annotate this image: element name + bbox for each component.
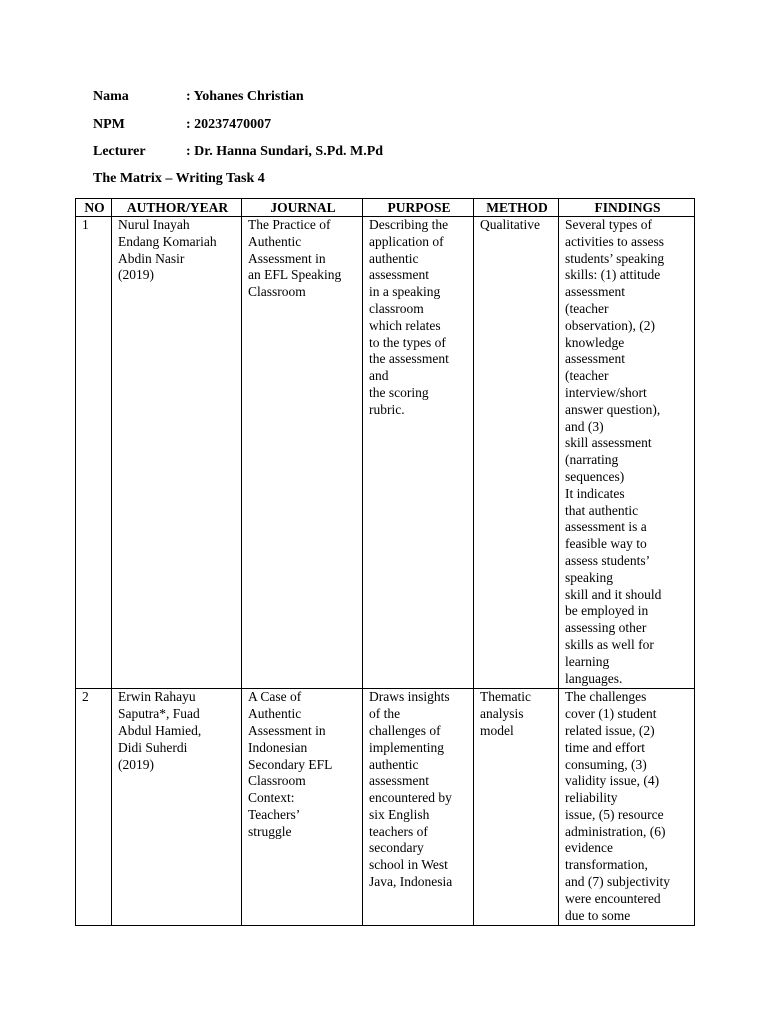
cell-journal-line: an EFL Speaking	[248, 267, 342, 283]
cell-findings-line: learning	[565, 653, 610, 669]
document-title: The Matrix – Writing Task 4	[93, 171, 265, 186]
npm-value: : 20237470007	[186, 117, 272, 132]
cell-findings-line: related issue, (2)	[565, 722, 655, 738]
cell-author-year	[112, 689, 242, 926]
cell-findings-line: (teacher	[565, 368, 609, 384]
cell-purpose-line: Draws insights	[369, 689, 450, 705]
cell-findings-line: skill and it should	[565, 586, 662, 602]
cell-findings-line: issue, (5) resource	[565, 806, 664, 822]
cell-journal-line: Authentic	[248, 233, 302, 249]
table-header-row	[76, 199, 695, 217]
cell-journal-line: Classroom	[248, 284, 306, 300]
cell-findings-line: skill assessment	[565, 435, 652, 451]
cell-findings-line: reliability	[565, 790, 618, 806]
cell-purpose-line: Describing the	[369, 217, 449, 232]
cell-findings-line: skills as well for	[565, 636, 654, 652]
cell-findings-line: and (3)	[565, 418, 604, 434]
cell-purpose-line: Java, Indonesia	[369, 874, 453, 890]
cell-findings-line: (teacher	[565, 300, 609, 316]
cell-findings-line: transformation,	[565, 857, 648, 873]
cell-author-year-line: Saputra*, Fuad	[118, 706, 200, 722]
cell-findings-line: answer question),	[565, 401, 661, 417]
cell-purpose-line: the assessment	[369, 351, 449, 367]
cell-method-line: Qualitative	[480, 217, 540, 232]
cell-author-year-line: Abdin Nasir	[118, 250, 185, 266]
cell-findings-line: observation), (2)	[565, 317, 655, 333]
table-row	[76, 217, 695, 689]
cell-findings-line: The challenges	[565, 689, 647, 705]
cell-method-line: analysis	[480, 706, 524, 722]
cell-purpose	[363, 689, 474, 926]
cell-purpose-line: secondary	[369, 840, 424, 856]
header-findings: FINDINGS	[559, 199, 695, 217]
cell-purpose-line: authentic	[369, 756, 419, 772]
cell-method	[474, 217, 559, 689]
name-value: : Yohanes Christian	[186, 89, 304, 104]
cell-purpose-line: and	[369, 368, 389, 384]
matrix-table	[75, 198, 695, 926]
cell-purpose-line: assessment	[369, 773, 429, 789]
cell-purpose	[363, 217, 474, 689]
cell-author-year-line: (2019)	[118, 756, 154, 772]
cell-journal-line: Assessment in	[248, 250, 326, 266]
cell-purpose-line: implementing	[369, 739, 444, 755]
header-author-year: AUTHOR/YEAR	[112, 199, 242, 217]
lecturer-value: : Dr. Hanna Sundari, S.Pd. M.Pd	[186, 144, 384, 159]
cell-findings-line: interview/short	[565, 384, 647, 400]
cell-journal-line: A Case of	[248, 689, 302, 705]
cell-findings	[559, 217, 695, 689]
cell-findings-line: languages.	[565, 670, 623, 686]
name-label: Nama	[93, 89, 129, 104]
table-row	[76, 689, 695, 926]
cell-findings-line: consuming, (3)	[565, 756, 647, 772]
cell-author-year-line: Didi Suherdi	[118, 739, 188, 755]
cell-findings	[559, 689, 695, 926]
npm-label: NPM	[93, 117, 125, 132]
cell-journal	[242, 689, 363, 926]
cell-no: 1	[76, 217, 112, 689]
cell-purpose-line: teachers of	[369, 823, 428, 839]
cell-findings-line: cover (1) student	[565, 706, 657, 722]
cell-findings-line: evidence	[565, 840, 613, 856]
cell-purpose-line: which relates	[369, 317, 441, 333]
cell-journal-line: Teachers’	[248, 806, 301, 822]
cell-findings-line: assessment	[565, 351, 625, 367]
header-purpose: PURPOSE	[363, 199, 474, 217]
cell-purpose-line: challenges of	[369, 722, 441, 738]
cell-purpose-line: to the types of	[369, 334, 446, 350]
cell-findings-line: assessment	[565, 284, 625, 300]
cell-journal-line: Secondary EFL	[248, 756, 333, 772]
cell-findings-line: administration, (6)	[565, 823, 666, 839]
cell-findings-line: knowledge	[565, 334, 625, 350]
cell-purpose-line: encountered by	[369, 790, 452, 806]
cell-purpose-line: authentic	[369, 250, 419, 266]
cell-findings-line: Several types of	[565, 217, 652, 232]
student-name-row	[93, 89, 304, 105]
cell-purpose-line: assessment	[369, 267, 429, 283]
cell-findings-line: time and effort	[565, 739, 645, 755]
cell-author-year	[112, 217, 242, 689]
cell-findings-line: activities to assess	[565, 233, 664, 249]
header-method: METHOD	[474, 199, 559, 217]
cell-findings-line: due to some	[565, 907, 631, 923]
cell-purpose-line: of the	[369, 706, 401, 722]
cell-findings-line: students’ speaking	[565, 250, 665, 266]
cell-journal-line: The Practice of	[248, 217, 331, 232]
cell-author-year-line: (2019)	[118, 267, 154, 283]
cell-purpose-line: application of	[369, 233, 444, 249]
cell-purpose-line: in a speaking	[369, 284, 441, 300]
cell-findings-line: that authentic	[565, 502, 639, 518]
cell-purpose-line: six English	[369, 806, 430, 822]
header-journal: JOURNAL	[242, 199, 363, 217]
cell-findings-line: speaking	[565, 569, 613, 585]
cell-findings-line: (narrating	[565, 452, 619, 468]
cell-journal-line: Indonesian	[248, 739, 308, 755]
cell-purpose-line: school in West	[369, 857, 448, 873]
cell-method-line: Thematic	[480, 689, 531, 705]
cell-findings-line: feasible way to	[565, 536, 647, 552]
cell-author-year-line: Abdul Hamied,	[118, 722, 202, 738]
cell-findings-line: assessment is a	[565, 519, 647, 535]
cell-method-line: model	[480, 722, 514, 738]
lecturer-row	[93, 144, 383, 160]
cell-journal	[242, 217, 363, 689]
cell-journal-line: Context:	[248, 790, 295, 806]
cell-findings-line: and (7) subjectivity	[565, 874, 670, 890]
cell-purpose-line: rubric.	[369, 401, 405, 417]
cell-findings-line: validity issue, (4)	[565, 773, 660, 789]
cell-findings-line: assess students’	[565, 552, 651, 568]
cell-findings-line: sequences)	[565, 468, 625, 484]
cell-journal-line: struggle	[248, 823, 292, 839]
student-npm-row	[93, 117, 271, 133]
cell-author-year-line: Nurul Inayah	[118, 217, 190, 232]
cell-purpose-line: classroom	[369, 300, 424, 316]
cell-findings-line: assessing other	[565, 620, 647, 636]
cell-findings-line: be employed in	[565, 603, 649, 619]
cell-author-year-line: Endang Komariah	[118, 233, 217, 249]
cell-journal-line: Classroom	[248, 773, 306, 789]
cell-method	[474, 689, 559, 926]
cell-journal-line: Assessment in	[248, 722, 326, 738]
cell-journal-line: Authentic	[248, 706, 302, 722]
cell-purpose-line: the scoring	[369, 384, 429, 400]
cell-author-year-line: Erwin Rahayu	[118, 689, 196, 705]
cell-findings-line: were encountered	[565, 890, 661, 906]
cell-findings-line: It indicates	[565, 485, 625, 501]
header-no: NO	[76, 199, 112, 217]
lecturer-label: Lecturer	[93, 144, 146, 159]
cell-findings-line: skills: (1) attitude	[565, 267, 661, 283]
cell-no: 2	[76, 689, 112, 926]
